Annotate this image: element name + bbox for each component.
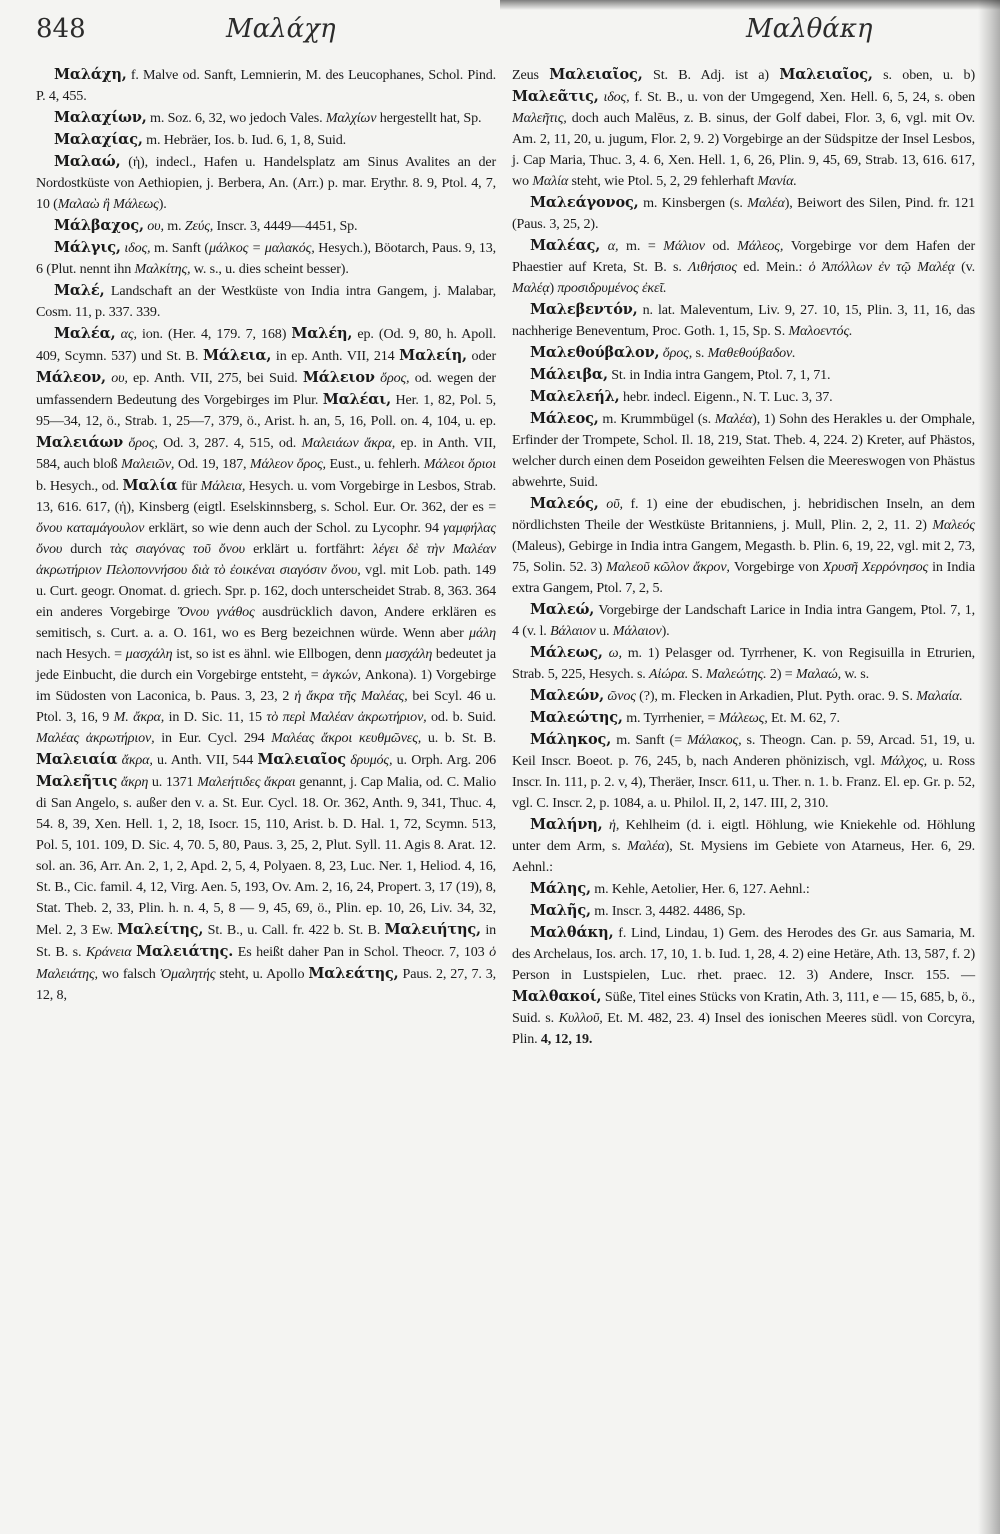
greek-citation: Ὄνου γνάθος bbox=[177, 604, 255, 620]
greek-citation: ω, bbox=[602, 645, 622, 661]
headword: Μαλελεήλ, bbox=[530, 388, 620, 405]
dictionary-entry bbox=[512, 235, 975, 299]
entry-text: m. Inscr. 3, 4482. 4486, Sp. bbox=[590, 903, 746, 919]
entry-text: in D. Sic. 11, 15 bbox=[164, 709, 267, 725]
entry-text: doch auch Malēus, z. B. sinus, der Golf dabei, Flor. 3, 6, vgl. mit Ov. Am. 2, 11, 20, u. jugum, Flor. 2, 9. 2) Vorgebirge an der Südspitze der Insel Lesbos, j. Cap Maria, Thuc. 3, 4. 6, Xen. Hell. 1, 6, 26, Plin. 9, 45, 69, Strab. 13, 616. 617, wo bbox=[512, 110, 975, 189]
headword: Μαλθακοί, bbox=[512, 988, 602, 1005]
greek-citation: γαμφήλας ὄνου bbox=[36, 520, 496, 557]
dictionary-entry bbox=[512, 493, 975, 599]
greek-citation: ὄνου καταμάγουλον bbox=[36, 520, 145, 536]
greek-citation: Μαλεῆτις, bbox=[512, 110, 567, 126]
entry-text: m. Soz. 6, 32, wo jedoch Vales. bbox=[146, 110, 326, 126]
entry-text: ), St. Mysiens im Gebiete von Atarneus, Her. 6, 29. Aehnl.: bbox=[512, 838, 975, 875]
headword: Μάλβαχος, bbox=[54, 217, 144, 234]
entry-text: ist, so ist es ähnl. wie Ellbogen, denn bbox=[172, 646, 386, 662]
greek-citation: Λιθήσιος bbox=[688, 259, 737, 275]
headword: Μάλειον bbox=[302, 369, 375, 386]
headword: Μαλειήτης, bbox=[384, 921, 481, 938]
headword: Μαλειαία bbox=[36, 751, 118, 768]
entry-text: 4, 12, 19. bbox=[540, 1031, 593, 1047]
greek-citation: M. ἄκρα, bbox=[113, 709, 165, 725]
entry-text: od. bbox=[704, 238, 738, 254]
entry-text: Landschaft an der Westküste von India intra Gangem, j. Malabar, Cosm. 11, p. 337. 339. bbox=[36, 283, 496, 320]
headword: Μαλεᾶτις, bbox=[512, 88, 599, 105]
greek-citation: ὄρος, bbox=[374, 370, 410, 386]
headword: Μαλειάων bbox=[36, 434, 124, 451]
page-edge-shadow-top bbox=[500, 0, 1000, 10]
headword: Μάλεια, bbox=[202, 347, 272, 364]
entry-text: genannt, j. Cap Malia, od. C. Malio di San Angelo, s. außer den v. a. St. Eur. Cycl. 18. Or. 362, Anth. 9, 341, Thuc. 4, 54. 8, 39, Xen. Hell. 1, 2, 18, Isocr. 15, 110, Arist. b. D. Hal. 1, 72, Scymn. 513, Pol. 5, 101. 109, D. Sic. 4, 70. 5, 80, Paus. 3, 25, 2, Plut. Syll. 11. Agis 8. Arat. 12. sol. an. 36, Arr. An. 2, 1, 2, Apd. 2, 5, 4, Polyaen. 8, 23, Luc. Ner. 1, Heliod. 4, 16, St. B., Cic. famil. 4, 12, Virg. Aen. 5, 193, Ov. Am. 2, 16, 24, Propert. 3, 17 (19), 8, Stat. Theb. 2, 33, Plin. h. n. 4, 5, 8 — 9, 45, 69, ö., Plin. ep. 10, 26, Liv. 34, 32, Mel. 2, 3 Ew. bbox=[36, 774, 496, 938]
greek-citation: Μαλεοῦ κῶλον ἄκρον, bbox=[606, 559, 730, 575]
entry-text: ed. Mein.: bbox=[736, 259, 809, 275]
headword: Μαλέαι, bbox=[322, 391, 392, 408]
greek-citation: τὸ περὶ Μαλέαν ἀκρωτήριον, bbox=[266, 709, 427, 725]
entry-text: ), 1) Sohn des Herakles u. der Omphale, Erfinder der Trompete, Schol. Il. 18, 219, Stat. Theb. 4, 224. 2) Kreter, auf Phästos, welcher durch einen dem Poseidon geweihten Felsen die Meereswogen von Phästus abwehrte, Suid. bbox=[512, 411, 975, 490]
headword: Μαλεβεντόν, bbox=[530, 301, 638, 318]
entry-text: Et. M. 482, 23. 4) Insel des ionischen Meeres südl. von Corcyra, Plin. bbox=[512, 1010, 976, 1047]
greek-citation: α, bbox=[600, 238, 619, 254]
greek-citation: προσιδρυμένος ἐκεῖ. bbox=[557, 280, 667, 296]
headword: Μαλέας, bbox=[530, 237, 601, 254]
entry-text: ). bbox=[661, 623, 670, 639]
greek-citation: Μαλοεντός. bbox=[788, 323, 853, 339]
dictionary-entry bbox=[512, 408, 975, 493]
dictionary-entry bbox=[512, 342, 975, 364]
headword: Μαλέη, bbox=[291, 325, 353, 342]
greek-citation: ἡ ἄκρα τῆς Μαλέας, bbox=[294, 688, 408, 704]
dictionary-entry bbox=[512, 599, 975, 642]
entry-text: u. Orph. Arg. 206 bbox=[392, 752, 496, 768]
greek-citation: Μάλεον ὄρος, bbox=[249, 456, 326, 472]
entry-text: Od. 19, 187, bbox=[174, 456, 250, 472]
entry-text: 2) = bbox=[766, 666, 796, 682]
greek-citation: Μάλεος, bbox=[737, 238, 784, 254]
entry-text: (Maleus), Gebirge in India intra Gangem, Megasth. b. Plin. 6, 19, 22, vgl. mit 2, 73, 75, Solin. 52. 3) bbox=[512, 538, 975, 575]
headword: Μαλῆς, bbox=[530, 902, 591, 919]
entry-text: Vorgebirge vor dem Hafen der Phaestier auf Kreta, St. B. s. bbox=[512, 238, 975, 275]
dictionary-entry bbox=[512, 642, 975, 685]
greek-citation: ου, bbox=[105, 370, 128, 386]
greek-citation: Βάλαιον bbox=[550, 623, 596, 639]
running-head-left: Μαλάχη bbox=[226, 14, 336, 44]
entry-text: f. Malve od. Sanft, Lemnierin, M. des Leucophanes, Schol. Pind. P. 4, 455. bbox=[36, 67, 496, 104]
entry-text: ep. (Od. 9, 80, h. Apoll. 409, Scymn. 537) und St. B. bbox=[36, 326, 496, 364]
entry-text: f. St. B., u. von der Umgegend, Xen. Hell. 6, 5, 24, s. oben bbox=[629, 89, 975, 105]
greek-citation: Μαλία bbox=[532, 173, 569, 189]
entry-text: ). bbox=[158, 196, 167, 212]
entry-text: m. Sanft ( bbox=[150, 240, 209, 256]
greek-citation: μάλκος = μαλακός, bbox=[208, 240, 315, 256]
entry-text: m. bbox=[163, 218, 185, 234]
greek-citation: Χρυσῆ Χερρόνησος bbox=[822, 559, 929, 575]
entry-text: durch bbox=[62, 541, 110, 557]
entry-text: erklärt, so wie denn auch der Schol. zu Lycophr. 94 bbox=[144, 520, 444, 536]
entry-text: Vorgebirge von bbox=[729, 559, 823, 575]
greek-citation: ὄρος, bbox=[659, 345, 693, 361]
dictionary-entry bbox=[512, 685, 975, 707]
dictionary-entry bbox=[512, 922, 975, 1050]
dictionary-entry bbox=[512, 299, 975, 342]
greek-citation: Μαλεός bbox=[932, 517, 975, 533]
dictionary-entry bbox=[512, 814, 975, 878]
entry-text: hergestellt hat, Sp. bbox=[376, 110, 482, 126]
entry-text: Ankona). 1) Vorgebirge im Südosten von Laconica, b. Paus. 3, 23, 2 bbox=[36, 667, 497, 704]
entry-text: (v. bbox=[954, 259, 975, 275]
entry-text: m. Tyrrhenier, = bbox=[622, 710, 719, 726]
greek-citation: Μάλεως, bbox=[718, 710, 768, 726]
entry-text: Et. M. 62, 7. bbox=[767, 710, 840, 726]
headword: Μαλειαῖος, bbox=[779, 66, 873, 83]
entry-text: in ep. Anth. VII, 214 bbox=[271, 348, 400, 364]
greek-citation: Μάλιον bbox=[663, 238, 705, 254]
entry-text: ), Beiwort des Silen, Pind. fr. 121 (Paus. 3, 25, 2). bbox=[512, 195, 975, 232]
entry-text: St. B. Adj. ist a) bbox=[642, 67, 780, 83]
greek-citation: Μαλέας ἄκροι κευθμῶνες, bbox=[271, 730, 422, 746]
greek-citation: Μαλεήτιδες ἄκραι bbox=[197, 774, 296, 790]
entry-text: oder bbox=[466, 348, 496, 364]
entry-text: m. Kinsbergen (s. bbox=[638, 195, 748, 211]
entry-text: wo falsch bbox=[97, 966, 160, 982]
dictionary-entry-continuation bbox=[512, 64, 975, 192]
entry-text: u. Anth. VII, 544 bbox=[152, 752, 258, 768]
greek-citation: ας, bbox=[115, 326, 137, 342]
page-edge-shadow-right bbox=[978, 0, 1000, 1534]
greek-citation: μασχάλη bbox=[385, 646, 433, 662]
entry-text: s. Theogn. Can. p. 59, Arcad. 51, 19, u. Keil Inscr. Boeot. p. 76, 245, b, nach Anderen phönizisch, vgl. bbox=[512, 732, 975, 769]
entry-text: St. in India intra Gangem, Ptol. 7, 1, 71. bbox=[607, 367, 831, 383]
entry-text: Vorgebirge der Landschaft Larice in India intra Gangem, Ptol. 7, 1, 4 (v. l. bbox=[512, 602, 975, 639]
entry-text: für bbox=[177, 478, 201, 494]
entry-text: od. b. Suid. bbox=[426, 709, 496, 725]
entry-text: S. bbox=[688, 666, 706, 682]
entry-text: s. oben, u. b) bbox=[872, 67, 975, 83]
entry-text: s. bbox=[692, 345, 708, 361]
headword: Μαλαχίας, bbox=[54, 131, 143, 148]
entry-text: b. Hesych., od. bbox=[36, 478, 123, 494]
greek-citation: Μαλκίτης, bbox=[134, 261, 191, 277]
headword: Μαλείη, bbox=[399, 347, 467, 364]
greek-citation: Μάλακος, bbox=[686, 732, 742, 748]
headword: Μαλαχίων, bbox=[54, 109, 147, 126]
entry-text: Kehlheim (d. i. eigtl. Höhlung, wie Kniekehle od. Höhlung unter dem Arm, s. bbox=[512, 817, 975, 854]
headword: Μάληκος, bbox=[530, 731, 612, 748]
entry-text: Süße, Titel eines Stücks von Kratin, Ath. 3, 111, e — 15, 685, b, ö., Suid. s. bbox=[512, 989, 975, 1026]
entry-text: ep. in Anth. VII, 584, auch bloß bbox=[36, 435, 497, 472]
dictionary-entry bbox=[512, 900, 975, 922]
headword: Μαλείτης, bbox=[117, 921, 204, 938]
greek-citation: Μαλέα bbox=[714, 411, 753, 427]
greek-citation: ῶνος bbox=[604, 688, 636, 704]
entry-text: ) bbox=[549, 280, 558, 296]
entry-text: (ἡ), indecl., Hafen u. Handelsplatz am Sinus Avalites an der Nordostküste von Aethiopien, j. Berbera, An. (Arr.) p. mar. Erythr. 8. 9, Ptol. 4, 7, 10 ( bbox=[36, 154, 496, 212]
right-column bbox=[512, 64, 975, 1050]
greek-citation: Μαλειάων ἄκρα, bbox=[301, 435, 396, 451]
entry-text: u. 1371 bbox=[148, 774, 198, 790]
headword: Μαλειάτης. bbox=[136, 943, 234, 960]
headword: Μαλειαῖος, bbox=[549, 66, 643, 83]
entry-text: (?), m. Flecken in Arkadien, Plut. Pyth. orac. 9. S. bbox=[635, 688, 917, 704]
entry-text: f. Lind, Lindau, 1) Gem. des Herodes des Gr. aus Samaria, M. des Archelaus, Ios. arch. 17, 10, 1. b. Iud. 1, 28, 4. 2) eine Hetäre, Ath. 13, 587, f. 2) Person in Lustspielen, Luc. rhet. praec. 12. 3) Andere, Inscr. 155. — bbox=[512, 925, 975, 983]
running-head bbox=[36, 14, 966, 54]
entry-text: St. B., u. Call. fr. 422 b. St. B. bbox=[203, 922, 385, 938]
entry-text: u. Ross Inscr. In. 111, p. 2. v, 4), Theräer, Inscr. 611, u. Ther. n. 1. b. Franz. El. ep. Gr. p. 52, vgl. C. Inscr. 2, p. 1084, a. u. Philol. II, 2, 147. III, 2, 310. bbox=[512, 753, 975, 811]
headword: Μαλήνη, bbox=[530, 816, 603, 833]
entry-text: m. Krummbügel (s. bbox=[598, 411, 715, 427]
greek-citation: ἡ, bbox=[602, 817, 620, 833]
headword: Μαλία bbox=[122, 477, 178, 494]
entry-text: Zeus bbox=[512, 67, 550, 83]
entry-text: Hesych.), Böotarch, Paus. 9, 13, 6 (Plut. nennt ihn bbox=[36, 240, 496, 277]
greek-citation: Μάλεοι ὄριοι bbox=[423, 456, 496, 472]
headword: Μαλειαῖος bbox=[257, 751, 346, 768]
greek-citation: δρυμός, bbox=[346, 752, 393, 768]
dictionary-entry bbox=[512, 707, 975, 729]
dictionary-entry bbox=[512, 386, 975, 408]
greek-citation: ἀγκών, bbox=[322, 667, 361, 683]
entry-text: m. Sanft (= bbox=[611, 732, 687, 748]
dictionary-entry bbox=[512, 729, 975, 814]
dictionary-entry bbox=[36, 64, 496, 107]
entry-text: steht, wie Ptol. 5, 2, 29 fehlerhaft bbox=[568, 173, 758, 189]
greek-citation: Μάλεια, bbox=[200, 478, 246, 494]
dictionary-entry bbox=[512, 878, 975, 900]
dictionary-entry bbox=[36, 107, 496, 129]
headword: Μάλεος, bbox=[530, 410, 599, 427]
greek-citation: ὄρος, bbox=[123, 435, 158, 451]
greek-citation: Μαθεθούβαδον. bbox=[707, 345, 796, 361]
greek-citation: ιδος, bbox=[598, 89, 630, 105]
greek-citation: Μαλχίων bbox=[325, 110, 377, 126]
entry-text: bei Scyl. 46 u. Ptol. 3, 16, 9 bbox=[36, 688, 497, 725]
headword: Μαλάχη, bbox=[54, 66, 127, 83]
greek-citation: ιδος, bbox=[120, 240, 151, 256]
greek-citation: Μαλέας ἀκρωτήριον, bbox=[36, 730, 155, 746]
headword: Μαλαώ, bbox=[54, 153, 121, 170]
entry-text: ep. Anth. VII, 275, bei Suid. bbox=[127, 370, 303, 386]
dictionary-entry bbox=[36, 215, 496, 237]
greek-citation: Κράνεια bbox=[85, 944, 132, 960]
headword: Μαλεάγονος, bbox=[530, 194, 639, 211]
entry-text: m. 1) Pelasger od. Tyrrhener, K. von Regisuilla in Etrurien, Strab. 5, 225, Hesych. s. bbox=[512, 645, 975, 682]
page-number: 848 bbox=[36, 14, 86, 44]
greek-citation: Μανία. bbox=[757, 173, 797, 189]
headword: Μαλεώτης, bbox=[530, 709, 623, 726]
entry-text: vgl. mit Lob. path. 149 u. Curt. geogr. Onomat. d. griech. Spr. p. 162, doch unterscheidet Strab. 8, 363. 364 ein anderes Vorgebirge bbox=[36, 562, 496, 620]
headword: Μαλεώ, bbox=[530, 601, 595, 618]
entry-text: Paus. 2, 27, 7. 3, 12, 8, bbox=[36, 966, 496, 1003]
entry-text: u. b. St. B. bbox=[421, 730, 496, 746]
greek-citation: Μαλαὼ ἢ Μάλεως bbox=[57, 196, 159, 212]
greek-citation: Μάλχος, bbox=[880, 753, 927, 769]
greek-citation: Μαλαία. bbox=[916, 688, 963, 704]
entry-text: m. Hebräer, Ios. b. Iud. 6, 1, 8, Suid. bbox=[142, 132, 347, 148]
entry-text: w. s. bbox=[841, 666, 869, 682]
entry-text: Hesych. u. vom Vorgebirge in Lesbos, Strab. 13, 616. 617, (ἡ), Kinsberg (eigtl. Eselskinnsberg, s. Schol. Eur. Or. 362, der es = bbox=[36, 478, 496, 515]
greek-citation: Μαλέα bbox=[627, 838, 665, 854]
greek-citation: Αἰώρα. bbox=[649, 666, 689, 682]
entry-text: u. bbox=[595, 623, 613, 639]
entry-text: erklärt u. fortfährt: bbox=[245, 541, 373, 557]
entry-text: in India extra Gangem, Ptol. 7, 2, 5. bbox=[512, 559, 975, 596]
headword: Μάλειβα, bbox=[530, 366, 608, 383]
entry-text: in Eur. Cycl. 294 bbox=[154, 730, 272, 746]
headword: Μαλεῆτις bbox=[36, 773, 118, 790]
entry-text: bedeutet ja jede Einbucht, die durch ein Vorgebirge entsteht, = bbox=[36, 646, 496, 683]
entry-text: m. Kehle, Aetolier, Her. 6, 127. Aehnl.: bbox=[590, 881, 810, 897]
left-column bbox=[36, 64, 496, 1006]
entry-text: steht, u. Apollo bbox=[215, 966, 309, 982]
greek-citation: τὰς σιαγόνας τοῦ ὄνου bbox=[109, 541, 245, 557]
dictionary-entry bbox=[36, 237, 496, 280]
dictionary-entry bbox=[512, 364, 975, 386]
headword: Μάλεον, bbox=[36, 369, 106, 386]
running-head-right: Μαλθάκη bbox=[746, 14, 873, 44]
greek-citation: Μαλαώ, bbox=[795, 666, 842, 682]
entry-text: Es heißt daher Pan in Schol. Theocr. 7, 103 bbox=[233, 944, 490, 960]
headword: Μαλεάτης, bbox=[308, 965, 399, 982]
dictionary-entry bbox=[36, 151, 496, 215]
entry-text: hebr. indecl. Eigenn., N. T. Luc. 3, 37. bbox=[619, 389, 833, 405]
greek-citation: Μαλειῶν, bbox=[121, 456, 175, 472]
headword: Μαλέ, bbox=[54, 282, 105, 299]
greek-citation: Μαλέα bbox=[747, 195, 785, 211]
greek-citation: Μαλέᾳ bbox=[512, 280, 550, 296]
entry-text: Eust., u. fehlerh. bbox=[325, 456, 424, 472]
entry-text: Inscr. 3, 4449—4451, Sp. bbox=[213, 218, 358, 234]
greek-citation: ἄκρη bbox=[117, 774, 149, 790]
entry-text: n. lat. Maleventum, Liv. 9, 27. 10, 15, Plin. 3, 11, 16, das nachherige Beneventum, Proc. Goth. 1, 15, Sp. S. bbox=[512, 302, 975, 339]
greek-citation: οῦ, bbox=[598, 496, 623, 512]
dictionary-entry bbox=[36, 280, 496, 323]
greek-citation: ὁ Μαλειάτης, bbox=[36, 944, 496, 982]
entry-text: ausdrücklich davon, Andere erklären es semitisch, s. Curt. a. a. O. 161, wo es Berg bezeichnen würde. Wenn aber bbox=[36, 604, 496, 641]
greek-citation: μασχάλη bbox=[125, 646, 173, 662]
headword: Μάλης, bbox=[530, 880, 591, 897]
headword: Μαλέα, bbox=[54, 325, 116, 342]
greek-citation: Ὁμαλητής bbox=[159, 966, 216, 982]
entry-text: ion. (Her. 4, 179. 7, 168) bbox=[136, 326, 292, 342]
entry-text: od. wegen der umfassendern Bedeutung des Vorgebirges im Plur. bbox=[36, 370, 496, 408]
entry-text: w. s., u. dies scheint besser). bbox=[190, 261, 349, 277]
headword: Μαλθάκη, bbox=[530, 924, 614, 941]
entry-text: f. 1) eine der ebudischen, j. hebridischen Inseln, an dem nördlichsten Theile der Westküste Britanniens, j. Mull, Plin. 2, 2, 11. 2) bbox=[512, 496, 975, 533]
dictionary-entry bbox=[512, 192, 975, 235]
entry-text: Her. 1, 82, Pol. 5, 95—34, 12, ö., Strab. 1, 25—7, 379, ö., Arist. h. an, 5, 16, Poll. on. 4, 104, u. ep. bbox=[36, 392, 497, 429]
greek-citation: Μαλεώτης. bbox=[706, 666, 767, 682]
headword: Μαλεός, bbox=[530, 495, 599, 512]
greek-citation: λέγει δὲ τὴν Μαλέαν ἀκρωτήριον Πελοποννήσου διὰ τὸ ἐοικέναι σιαγόσιν ὄνου, bbox=[36, 541, 496, 578]
greek-citation: ὁ Ἀπόλλων ἐν τῷ Μαλέᾳ bbox=[808, 259, 955, 275]
entry-text: Od. 3, 287. 4, 515, od. bbox=[157, 435, 302, 451]
dictionary-entry bbox=[36, 129, 496, 151]
greek-citation: μάλη bbox=[469, 625, 496, 641]
entry-text: m. = bbox=[618, 238, 664, 254]
entry-text: in St. B. s. bbox=[36, 922, 496, 960]
entry-text: nach Hesych. = bbox=[36, 646, 126, 662]
greek-citation: Μάλαιον bbox=[612, 623, 662, 639]
greek-citation: ἄκρα, bbox=[117, 752, 153, 768]
greek-citation: Ζεύς, bbox=[184, 218, 214, 234]
dictionary-entry bbox=[36, 323, 496, 1006]
headword: Μαλεών, bbox=[530, 687, 605, 704]
headword: Μάλεως, bbox=[530, 644, 603, 661]
greek-citation: ου, bbox=[143, 218, 164, 234]
greek-citation: Κυλλοῦ, bbox=[558, 1010, 603, 1026]
headword: Μάλγις, bbox=[54, 239, 121, 256]
headword: Μαλεθούβαλον, bbox=[530, 344, 660, 361]
